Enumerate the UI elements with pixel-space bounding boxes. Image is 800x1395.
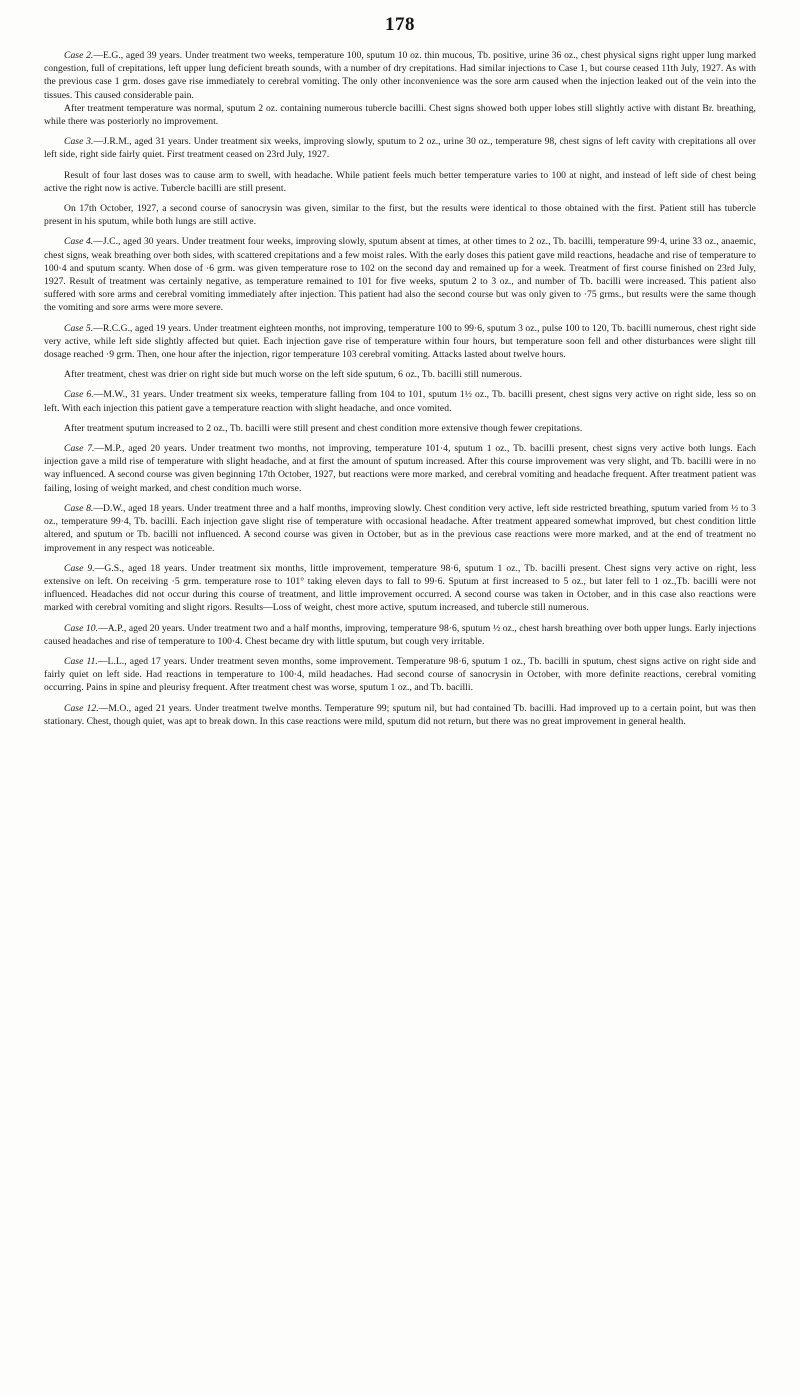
case-paragraph bbox=[44, 622, 756, 648]
case-paragraph bbox=[44, 102, 756, 128]
body-text bbox=[44, 49, 756, 728]
case-paragraph bbox=[44, 562, 756, 615]
case-label: Case 7. bbox=[64, 443, 95, 455]
paragraph-text: After treatment temperature was normal, sputum 2 oz. containing numerous tubercle bacilli. Chest signs showed both upper lobes still slightly active with distant Br. breathing, while there was posteriorly no improvement. bbox=[44, 102, 756, 128]
case-paragraph bbox=[44, 322, 756, 362]
paragraph-text: After treatment sputum increased to 2 oz., Tb. bacilli were still present and chest condition more extensive though fewer crepitations. bbox=[64, 422, 583, 434]
case-label: Case 6. bbox=[64, 389, 94, 401]
case-label: Case 3. bbox=[64, 136, 94, 148]
paragraph-text: —G.S., aged 18 years. Under treatment six months, little improvement, temperature 98·6, sputum 1 oz., Tb. bacilli present. Chest signs very active on right, less extensive on left. On receiving ·5 grm. temperature rose to 101° taking eleven days to fall to 99·6. Sputum at first increased to 5 oz., but later fell to 1 oz.,Tb. bacilli were not influenced. Headaches did not occur during this course of treatment, and little improvement occurred. A second course was taken in October, and in this case also reactions were marked with cerebral vomiting and slight rigors. Results—Loss of weight, chest more active, sputum increased, and tubercle still numerous. bbox=[44, 562, 757, 614]
paragraph-text: —M.W., 31 years. Under treatment six weeks, temperature falling from 104 to 101, sputum 1½ oz., Tb. bacilli present, chest signs very active on right side, less so on left. With each injection this patient gave a temperature reaction with slight headache, and once vomited. bbox=[44, 389, 756, 414]
case-label: Case 2. bbox=[64, 50, 94, 61]
case-label: Case 12. bbox=[64, 702, 99, 714]
case-paragraph bbox=[44, 368, 756, 381]
case-paragraph bbox=[44, 502, 756, 555]
case-paragraph bbox=[44, 202, 756, 228]
case-paragraph bbox=[44, 135, 756, 161]
paragraph-text: Result of four last doses was to cause arm to swell, with headache. While patient feels much better temperature varies to 100 at night, and instead of left side of chest being active the right now is active. Tubercle bacilli are still present. bbox=[44, 169, 756, 194]
paragraph-text: On 17th October, 1927, a second course of sanocrysin was given, similar to the first, but the results were identical to those obtained with the first. Patient still has tubercle present in his sputum, while both lungs are still active. bbox=[44, 203, 756, 228]
paragraph-text: After treatment, chest was drier on right side but much worse on the left side sputum, 6 oz., Tb. bacilli still numerous. bbox=[64, 369, 523, 381]
paragraph-text: —A.P., aged 20 years. Under treatment two and a half months, improving, temperature 98·6, sputum ½ oz., chest harsh breathing over both upper lungs. Early injections caused headaches and rise of temperature to 100·4. Chest became dry with little sputum, but cough very irritable. bbox=[44, 622, 756, 647]
case-label: Case 10. bbox=[64, 622, 99, 634]
case-label: Case 4. bbox=[64, 236, 94, 248]
case-paragraph bbox=[44, 235, 756, 314]
case-paragraph bbox=[44, 422, 756, 435]
case-label: Case 9. bbox=[64, 562, 95, 574]
paragraph-text: —J.C., aged 30 years. Under treatment four weeks, improving slowly, sputum absent at times, at other times to 2 oz., Tb. bacilli, temperature 99·4, urine 33 oz., anaemic, chest signs, weak breathing over both sides, with scattered crepitations and a few moist rales. With the early doses this patient gave mild reactions, headache and rise of temperature to 100·4 and sputum scanty. When dose of ·6 grm. was given temperature rose to 102 on the second day and remained up for a week. Treatment of first course finished on 23rd July, 1927. Result of treatment was certainly negative, as temperature remained to 101 for five weeks, sputum 2 to 3 oz., and number of Tb. bacilli were increased. This patient also suffered with sore arms and cerebral vomiting immediately after injection. This patient had also the second course but was only given to ·75 grms., but results were the same though the vomiting and sore arms were more severe. bbox=[44, 236, 756, 314]
paragraph-text: —R.C.G., aged 19 years. Under treatment eighteen months, not improving, temperature 100 to 99·6, sputum 3 oz., pulse 100 to 120, Tb. bacilli numerous, chest right side very active, while left side slightly affected but quiet. Each injection gave rise of temperature within four hours, but temperature soon fell and other disturbances were slight till dosage reached ·9 grm. Then, one hour after the injection, rigor temperature 103 cerebral vomiting. Attacks lasted about twelve hours. bbox=[44, 322, 756, 361]
paragraph-text: —J.R.M., aged 31 years. Under treatment six weeks, improving slowly, sputum to 2 oz., urine 30 oz., temperature 98, chest signs of left cavity with crepitations all over left side, right side fairly quiet. First treatment ceased on 23rd July, 1927. bbox=[44, 136, 756, 161]
paragraph-text: —M.P., aged 20 years. Under treatment two months, not improving, temperature 101·4, sputum 1 oz., Tb. bacilli present, chest signs very active both lungs. Each injection gave a mild rise of temperature with slight headache, and at first the amount of sputum increased. After this course improvement was very slight, and Tb. bacilli were in no way influenced. A second course was given beginning 17th October, 1927, but reactions were more marked, and cerebral vomiting and headache frequent. After treatment patient was failing, losing of weight marked, and chest condition much worse. bbox=[44, 443, 756, 494]
paragraph-text: —M.O., aged 21 years. Under treatment twelve months. Temperature 99; sputum nil, but had contained Tb. bacilli. Had improved up to a certain point, but was then stationary. Chest, though quiet, was apt to break down. In this case reactions were mild, sputum did not return, but there was no great improvement in general health. bbox=[44, 702, 756, 727]
case-label: Case 11. bbox=[64, 655, 98, 667]
paragraph-text: —E.G., aged 39 years. Under treatment two weeks, temperature 100, sputum 10 oz. thin mucous, Tb. positive, urine 36 oz., chest physical signs right upper lung marked congestion, full of crepitations, left upper lung deficient breath sounds, with a number of dry crepitations. Had similar injections to Case 1, but course ceased 11th July, 1927. As with the previous case 1 grm. doses gave rise immediately to cerebral vomiting. The only other inconvenience was the sore arm caused when the injection leaked out of the vein into the tissues. This caused considerable pain. bbox=[44, 50, 756, 101]
case-label: Case 8. bbox=[64, 502, 94, 514]
case-paragraph bbox=[44, 169, 756, 195]
case-paragraph bbox=[44, 388, 756, 414]
case-paragraph bbox=[44, 442, 756, 495]
paragraph-text: —L.L., aged 17 years. Under treatment seven months, some improvement. Temperature 98·6, sputum 1 oz., Tb. bacilli in sputum, chest signs active on right side and fairly quiet on left side. Had reactions in temperature to 100·4, mild headaches. Had second course of sanocrysin in October, with more definite reactions, cerebral vomiting occurring. Pains in spine and pleurisy frequent. After treatment chest was worse, sputum 1 oz., and Tb. bacilli. bbox=[44, 655, 757, 694]
case-paragraph bbox=[44, 702, 756, 728]
paragraph-text: —D.W., aged 18 years. Under treatment three and a half months, improving slowly. Chest condition very active, left side restricted breathing, sputum varied from ½ to 3 oz., temperature 99·4, Tb. bacilli. Each injection gave slight rise of temperature with occasional headache. After treatment appeared somewhat improved, but chest condition little altered, and sputum or Tb. bacilli not influenced. A second course was given in October, but as in the previous case reactions were more marked, and at the end of treatment no improvement in any respect was noticeable. bbox=[44, 502, 756, 554]
case-paragraph bbox=[44, 655, 756, 695]
page-number: 178 bbox=[385, 14, 415, 35]
case-label: Case 5. bbox=[64, 322, 94, 334]
case-paragraph bbox=[44, 49, 756, 102]
